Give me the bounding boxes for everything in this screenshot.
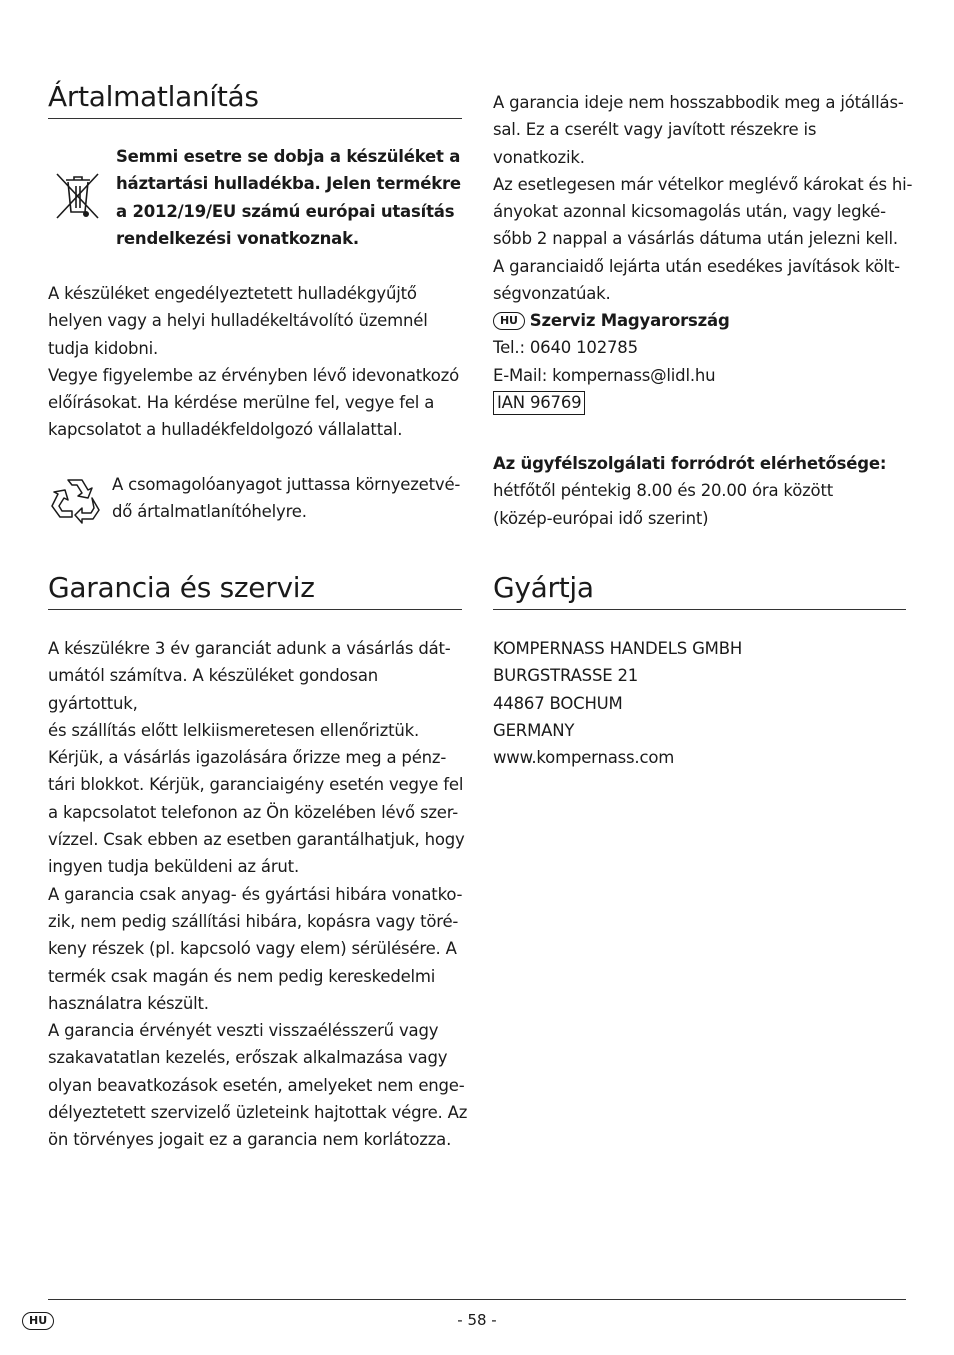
packaging-line: dő ártalmatlanítóhelyre. xyxy=(112,502,307,522)
warranty-line: termék csak magán és nem pedig kereskedelmi xyxy=(48,966,436,986)
warranty-line: Kérjük, a vásárlás igazolására őrizze meg a pénz- xyxy=(48,748,447,768)
manufacturer-website[interactable]: www.kompernass.com xyxy=(493,748,675,768)
manufacturer-address xyxy=(493,635,906,771)
disposal-body-line: Vegye figyelembe az érvényben lévő idevonatkozó xyxy=(48,365,460,385)
warranty-cont-line: ányokat azonnal kicsomagolás után, vagy legké- xyxy=(493,202,886,222)
warranty-cont-line: Az esetlegesen már vételkor meglévő károkat és hi- xyxy=(493,174,913,194)
crossed-out-bin-icon xyxy=(52,168,104,224)
manufacturer-line: 44867 BOCHUM xyxy=(493,693,623,713)
warranty-line: ön törvényes jogait ez a garancia nem korlátozza. xyxy=(48,1130,452,1150)
warranty-cont-line: A garanciaidő lejárta után esedékes javítások költ- xyxy=(493,256,900,276)
hotline-title: Az ügyfélszolgálati forródrót elérhetősége: xyxy=(493,454,887,473)
disposal-body-line: helyen vagy a helyi hulladékeltávolító üzemnél xyxy=(48,311,428,331)
disposal-heading: Ártalmatlanítás xyxy=(48,80,462,119)
warranty-cont-line: sal. Ez a cserélt vagy javított részekre is vonatkozik. xyxy=(493,120,817,167)
warranty-cont-line: sőbb 2 nappal a vásárlás dátuma után jelezni kell. xyxy=(493,229,898,249)
disposal-body-line: előírásokat. Ha kérdése merülne fel, vegye fel a xyxy=(48,393,435,413)
packaging-line: A csomagolóanyagot juttassa környezetvé- xyxy=(112,475,461,494)
hotline-block xyxy=(493,450,913,532)
service-title: Szerviz Magyarország xyxy=(529,311,730,330)
disposal-body-line: A készüléket engedélyeztetett hulladékgyűjtő xyxy=(48,284,417,303)
warranty-line: szakavatatlan kezelés, erőszak alkalmazása vagy xyxy=(48,1048,448,1068)
disposal-body xyxy=(48,280,468,444)
disposal-warning-line: háztartási hulladékba. Jelen termékre xyxy=(116,174,461,194)
service-block xyxy=(493,307,906,416)
service-title-row xyxy=(493,307,906,334)
service-ian-row xyxy=(493,389,906,416)
hotline-hours: hétfőtől péntekig 8.00 és 20.00 óra között xyxy=(493,481,833,501)
manufacturer-line: GERMANY xyxy=(493,720,575,740)
warranty-line: A garancia érvényét veszti visszaélésszerű vagy xyxy=(48,1021,439,1041)
warranty-line: délyeztetett szervizelő üzleteink hajtottak végre. Az xyxy=(48,1103,468,1123)
warranty-line: keny részek (pl. kapcsoló vagy elem) sérülésére. A xyxy=(48,939,457,959)
service-tel: Tel.: 0640 102785 xyxy=(493,338,638,358)
disposal-warning-line: Semmi esetre se dobja a készüléket a xyxy=(116,147,461,166)
warranty-cont-line: A garancia ideje nem hosszabbodik meg a jótállás- xyxy=(493,93,904,112)
recycling-icon xyxy=(48,472,104,526)
warranty-line: és szállítás előtt lelkiismeretesen ellenőriztük. xyxy=(48,720,420,740)
packaging-note xyxy=(112,471,462,526)
warranty-cont-line: ségvonzatúak. xyxy=(493,284,611,304)
warranty-line: A készülékre 3 év garanciát adunk a vásárlás dát- xyxy=(48,639,451,658)
warranty-line: használatra készült. xyxy=(48,993,209,1013)
warranty-heading: Garancia és szerviz xyxy=(48,571,462,610)
disposal-warning-line: rendelkezési vonatkoznak. xyxy=(116,228,359,248)
warranty-line: vízzel. Csak ebben az esetben garantálhatjuk, hogy xyxy=(48,830,465,850)
manufacturer-line: KOMPERNASS HANDELS GMBH xyxy=(493,639,743,658)
service-email[interactable]: E-Mail: kompernass@lidl.hu xyxy=(493,365,716,385)
warranty-line: A garancia csak anyag- és gyártási hibára vonatko- xyxy=(48,884,463,904)
disposal-body-line: kapcsolatot a hulladékfeldolgozó vállalattal. xyxy=(48,420,403,440)
manufacturer-line: BURGSTRASSE 21 xyxy=(493,666,639,686)
ian-number: IAN 96769 xyxy=(493,391,585,415)
page-number: - 58 - xyxy=(457,1311,497,1329)
warranty-line: olyan beavatkozások esetén, amelyeket nem enge- xyxy=(48,1075,465,1095)
disposal-body-line: tudja kidobni. xyxy=(48,338,159,358)
footer-divider xyxy=(48,1299,906,1300)
warranty-body xyxy=(48,635,468,1154)
disposal-warning-line: a 2012/19/EU számú európai utasítás xyxy=(116,201,455,221)
footer-country-badge: HU xyxy=(22,1312,54,1330)
hotline-timezone: (közép-európai idő szerint) xyxy=(493,508,709,528)
warranty-line: a kapcsolatot telefonon az Ön közelében lévő szer- xyxy=(48,802,459,822)
country-badge: HU xyxy=(493,312,525,330)
warranty-line: tári blokkot. Kérjük, garanciaigény esetén vegye fel xyxy=(48,775,464,795)
warranty-line: zik, nem pedig szállítási hibára, kopásra vagy töré- xyxy=(48,911,459,931)
warranty-line: umától számítva. A készüléket gondosan gyártottuk, xyxy=(48,666,378,713)
disposal-warning xyxy=(116,143,466,252)
warranty-continued xyxy=(493,89,913,307)
warranty-line: ingyen tudja beküldeni az árut. xyxy=(48,857,299,877)
manufacturer-heading: Gyártja xyxy=(493,571,906,610)
